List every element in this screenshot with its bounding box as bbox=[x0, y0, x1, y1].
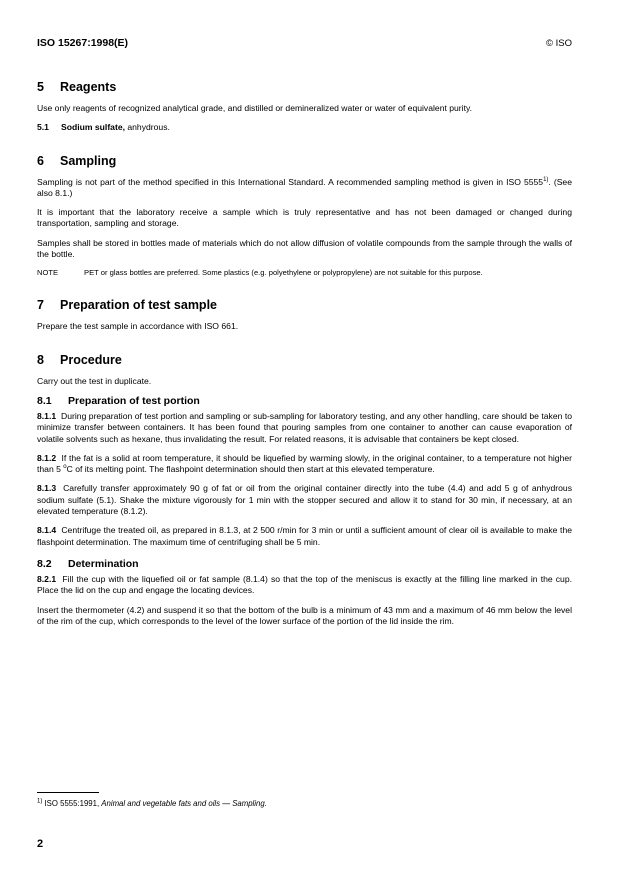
section-6-para-3: Samples shall be stored in bottles made of materials which do not allow diffusion of volatile compounds from the sample through the walls of the bottle. bbox=[37, 237, 572, 260]
section-8-text: Carry out the test in duplicate. bbox=[37, 375, 152, 386]
section-7-heading: 7 Preparation of test sample bbox=[37, 298, 217, 313]
section-6-para-1: Sampling is not part of the method specified in this International Standard. A recommended sampling method is given in ISO 5555$^{1)}$. (See also 8.1.) bbox=[37, 176, 572, 198]
section-8-heading: 8 Procedure bbox=[37, 352, 122, 367]
section-5-text: Use only reagents of recognized analytical grade, and distilled or demineralized water or water of equivalent purity. bbox=[37, 103, 473, 113]
subsection-8-1-heading: 8.1 Preparation of test portion bbox=[37, 394, 200, 407]
page-number: 2 bbox=[37, 838, 44, 850]
section-7-text: Prepare the test sample in accordance with ISO 661. bbox=[37, 321, 239, 332]
subsection-8-2-heading: 8.2 Determination bbox=[37, 557, 139, 570]
standard-number: ISO 15267:1998(E) bbox=[37, 37, 129, 49]
copyright-mark: © ISO bbox=[545, 38, 572, 49]
footnote-divider bbox=[37, 792, 99, 793]
section-5-heading: 5 Reagents bbox=[37, 80, 117, 94]
page-content bbox=[37, 80, 572, 635]
footnote: $^{1)}$ ISO 5555:1991, Animal and vegetable fats and oils — Sampling. bbox=[37, 798, 267, 808]
footnote-ref: 1) bbox=[543, 176, 549, 183]
clause-8-1-3: 8.1.3 Carefully transfer approximately 90 g of fat or oil from the original container directly into the tube (4.4) and add 5 g of anhydrous sodium sulfate (5.1). Shake the mixture vigorously for 1 min with the stopper secured and allow it to stand for 30 min, if necessary, at an elevated temperature (8.1.2). bbox=[37, 483, 572, 517]
section-6-heading: 6 Sampling bbox=[37, 153, 117, 168]
section-6-para-2: It is important that the laboratory receive a sample which is truly representative and has not been damaged or changed during transportation, sampling and storage. bbox=[37, 207, 572, 229]
clause-8-1-2: 8.1.2 If the fat is a solid at room temperature, it should be liquefied by warming slowly, in the original container, to a temperature not higher than 5 $^o$C of its melting point. The flashpoint determination should then start at this elevated temperature. bbox=[37, 452, 572, 475]
clause-8-1-1: 8.1.1 During preparation of test portion and sampling or sub-sampling for laboratory testing, and any other handling, care should be taken to minimize transfer between containers. It has been found that pouring samples from one container to another can cause evaporation of volatile solvents such as hexane, thus invalidating the result. For related reasons, it is advisable that containers be kept closed. bbox=[37, 410, 572, 444]
clause-8-2-1: 8.2.1 Fill the cup with the liquefied oil or fat sample (8.1.4) so that the top of the meniscus is exactly at the filling line marked in the cup. Place the lid on the cup and engage the locating devices. bbox=[37, 573, 572, 596]
clause-8-1-4: 8.1.4 Centrifuge the treated oil, as prepared in 8.1.3, at 2 500 r/min for 3 min or until a sufficient amount of clear oil is available to make the flashpoint determination. The maximum time of centrifuging shall be 5 min. bbox=[37, 525, 572, 547]
clause-5-1: 5.1 Sodium sulfate, anhydrous. bbox=[37, 122, 170, 133]
section-6-note: NOTE PET or glass bottles are preferred. Some plastics (e.g. polyethylene or polypropylene) are not suitable for this purpose. bbox=[37, 268, 483, 278]
clause-8-2-1-para-2: Insert the thermometer (4.2) and suspend it so that the bottom of the bulb is a minimum of 43 mm and a maximum of 46 mm below the level of the rim of the cup, which corresponds to the level of the lower surface of the portion of the lid inside the rim. bbox=[37, 604, 572, 626]
